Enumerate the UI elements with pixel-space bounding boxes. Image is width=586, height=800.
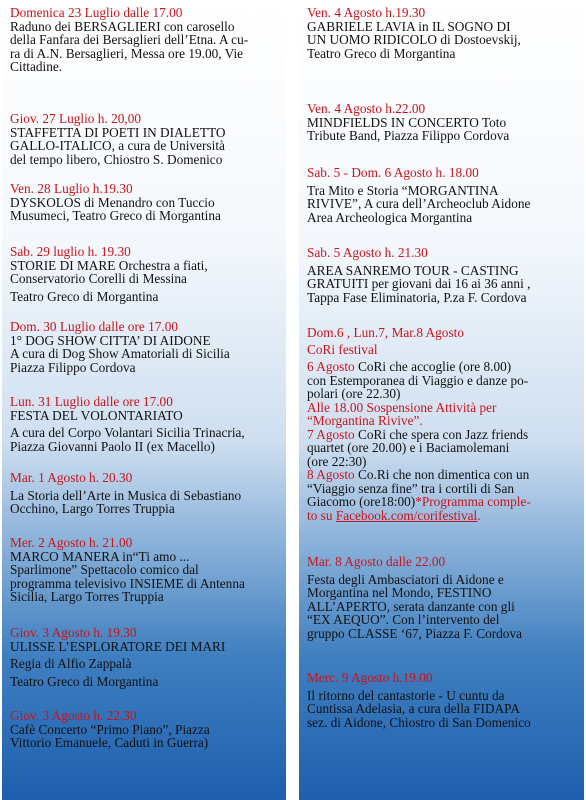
event-line: della Fanfara dei Bersaglieri dell’Etna. A cu- <box>10 32 249 47</box>
event-line: GRATUITI per giovani dai 16 ai 36 anni , <box>307 276 531 291</box>
event-line: Teatro Greco di Morgantina <box>307 45 456 61</box>
festival-paragraph: 8 Agosto Co.Ri che non dimentica con un <box>307 467 530 482</box>
event-date: Domenica 23 Luglio dalle 17.00 <box>10 5 183 20</box>
event-line: Sparlimone” Spettacolo comico dal <box>10 562 199 577</box>
event-line: Teatro Greco di Morgantina <box>10 288 159 304</box>
event-line: DYSKOLOS di Menandro con Tuccio <box>10 194 215 210</box>
event-line: 1° DOG SHOW CITTA’ DI AIDONE <box>10 332 211 348</box>
event-line: Raduno dei BERSAGLIERI con carosello <box>10 18 235 34</box>
event-date: Sab. 29 luglio h. 19.30 <box>10 244 131 259</box>
event-line: Piazza Giovanni Paolo II (ex Macello) <box>10 438 215 454</box>
event-line: GALLO-ITALICO, a cura de Università <box>10 138 225 153</box>
event-line: RIVIVE”, A cura dell’Archeoclub Aidone <box>307 196 531 211</box>
event-line: programma televisivo INSIEME di Antenna <box>10 575 245 591</box>
festival-paragraph: 7 Agosto CoRi che spera con Jazz friends <box>307 426 529 442</box>
event-date: Ven. 28 Luglio h.19.30 <box>10 181 133 196</box>
event-line: Festa degli Ambasciatori di Aidone e <box>307 571 504 587</box>
event-line: FESTA DEL VOLONTARIATO <box>10 407 183 423</box>
event-line: Tribute Band, Piazza Filippo Cordova <box>307 128 510 143</box>
event-line: Cuntissa Adelasia, a cura della FIDAPA <box>307 701 520 716</box>
event-line: “Viaggio senza fine” tra i cortili di San <box>307 480 515 496</box>
event-date: Sab. 5 - Dom. 6 Agosto h. 18.00 <box>307 165 479 180</box>
event-line: STORIE DI MARE Orchestra a fiati, <box>10 257 208 273</box>
event-line: Musumeci, Teatro Greco di Morgantina <box>10 208 221 223</box>
event-date: Ven. 4 Agosto h.19.30 <box>307 5 426 20</box>
event-date: Mer. 2 Agosto h. 21.00 <box>10 535 133 550</box>
event-line: Giacomo (ore18:00)*Programma comple- <box>307 494 531 509</box>
facebook-link[interactable]: Facebook.com/corifestival <box>335 507 478 523</box>
event-line: del tempo libero, Chiostro S. Domenico <box>10 151 223 167</box>
event-line: ra di A.N. Bersaglieri, Messa ore 19.00, Vie <box>10 45 244 61</box>
event-line: Piazza Filippo Cordova <box>10 359 136 375</box>
festival-paragraph: 6 Agosto CoRi che accoglie (ore 8.00) <box>307 359 512 374</box>
festival-notice: “Morgantina Rivive”. <box>307 413 423 428</box>
event-line: UN UOMO RIDICOLO di Dostoevskij, <box>307 32 521 47</box>
event-line: GABRIELE LAVIA in IL SOGNO DI <box>307 18 511 34</box>
event-item <box>10 626 282 688</box>
event-line: Conservatorio Corelli di Messina <box>10 271 187 286</box>
event-item <box>10 112 282 166</box>
event-date: Giov. 27 Luglio h. 20,00 <box>10 111 141 126</box>
event-date: Mar. 8 Agosto dalle 22.00 <box>307 554 446 569</box>
event-item <box>10 182 282 223</box>
event-date: Merc. 9 Agosto h.19.00 <box>307 670 433 685</box>
event-item <box>307 246 580 304</box>
event-item <box>10 709 282 750</box>
event-item <box>10 245 282 303</box>
event-line: A cura di Dog Show Amatoriali di Sicilia <box>10 346 230 361</box>
event-item <box>10 320 282 374</box>
event-line: gruppo CLASSE ‘67, Piazza F. Cordova <box>307 625 522 641</box>
event-line: MINDFIELDS IN CONCERTO Toto <box>307 114 507 130</box>
event-date: Sab. 5 Agosto h. 21.30 <box>307 245 428 260</box>
event-date: Dom. 30 Luglio dalle ore 17.00 <box>10 319 179 334</box>
event-item <box>307 102 580 143</box>
event-line: Il ritorno del cantastorie - U cuntu da <box>307 687 505 703</box>
event-line: to su Facebook.com/corifestival. <box>307 507 481 523</box>
event-line: A cura del Corpo Volantari Sicilia Trinacria, <box>10 425 245 440</box>
event-line: (ore 22:30) <box>307 453 367 469</box>
event-line: ALL’APERTO, serata danzante con gli <box>307 598 515 614</box>
event-line: quartet (ore 20.00) e i Baciamolemani <box>307 440 510 455</box>
event-item <box>307 555 580 640</box>
event-line: sez. di Aidone, Chiostro di San Domenico <box>307 714 531 730</box>
event-line: Cittadine. <box>10 59 63 74</box>
event-date: Dom.6 , Lun.7, Mar.8 Agosto <box>307 325 464 340</box>
event-date: Lun. 31 Luglio dalle ore 17.00 <box>10 394 173 409</box>
event-item <box>307 166 580 224</box>
event-line: La Storia dell’Arte in Musica di Sebastiano <box>10 487 242 503</box>
right-column <box>299 0 584 800</box>
event-line: MARCO MANERA in“Ti amo ... <box>10 548 190 564</box>
event-item <box>10 471 282 516</box>
event-item <box>10 6 282 74</box>
event-line: AREA SANREMO TOUR - CASTING <box>307 262 519 278</box>
event-line: ULISSE L’ESPLORATORE DEI MARI <box>10 638 226 654</box>
column-divider <box>288 0 297 800</box>
event-line: STAFFETTA DI POETI IN DIALETTO <box>10 124 226 140</box>
event-line: Regia di Alfio Zappalà <box>10 656 132 671</box>
event-line: Tra Mito e Storia “MORGANTINA <box>307 182 499 198</box>
event-item-cori-festival <box>307 326 580 522</box>
event-date: Giov. 3 Agosto h. 19.30 <box>10 625 137 640</box>
event-item <box>10 536 282 604</box>
event-line: Tappa Fase Eliminatoria, P.za F. Cordova <box>307 289 527 305</box>
event-line: Sicilia, Largo Torres Truppia <box>10 589 164 604</box>
event-line: con Estemporanea di Viaggio e danze po- <box>307 372 529 388</box>
event-date: Mar. 1 Agosto h. 20.30 <box>10 470 133 485</box>
event-date: Giov. 3 Agosto h. 22.30 <box>10 708 137 723</box>
event-date: Ven. 4 Agosto h.22.00 <box>307 101 426 116</box>
event-line: Area Archeologica Morgantina <box>307 209 473 225</box>
left-column <box>2 0 286 800</box>
event-line: Occhino, Largo Torres Truppia <box>10 501 175 516</box>
event-line: polari (ore 22.30) <box>307 386 401 401</box>
event-line: Vittorio Emanuele, Caduti in Guerra) <box>10 735 209 750</box>
event-line: Cafè Concerto “Primo Piano”, Piazza <box>10 721 210 737</box>
event-line: Teatro Greco di Morgantina <box>10 673 159 689</box>
event-item <box>307 671 580 729</box>
festival-notice: Alle 18.00 Sospensione Attività per <box>307 399 497 415</box>
event-line: “EX AEQUO”. Con l’intervento del <box>307 612 500 627</box>
event-line: Morgantina nel Mondo, FESTINO <box>307 585 492 600</box>
event-item <box>307 6 580 60</box>
event-item <box>10 395 282 453</box>
festival-title: CoRi festival <box>307 341 378 357</box>
